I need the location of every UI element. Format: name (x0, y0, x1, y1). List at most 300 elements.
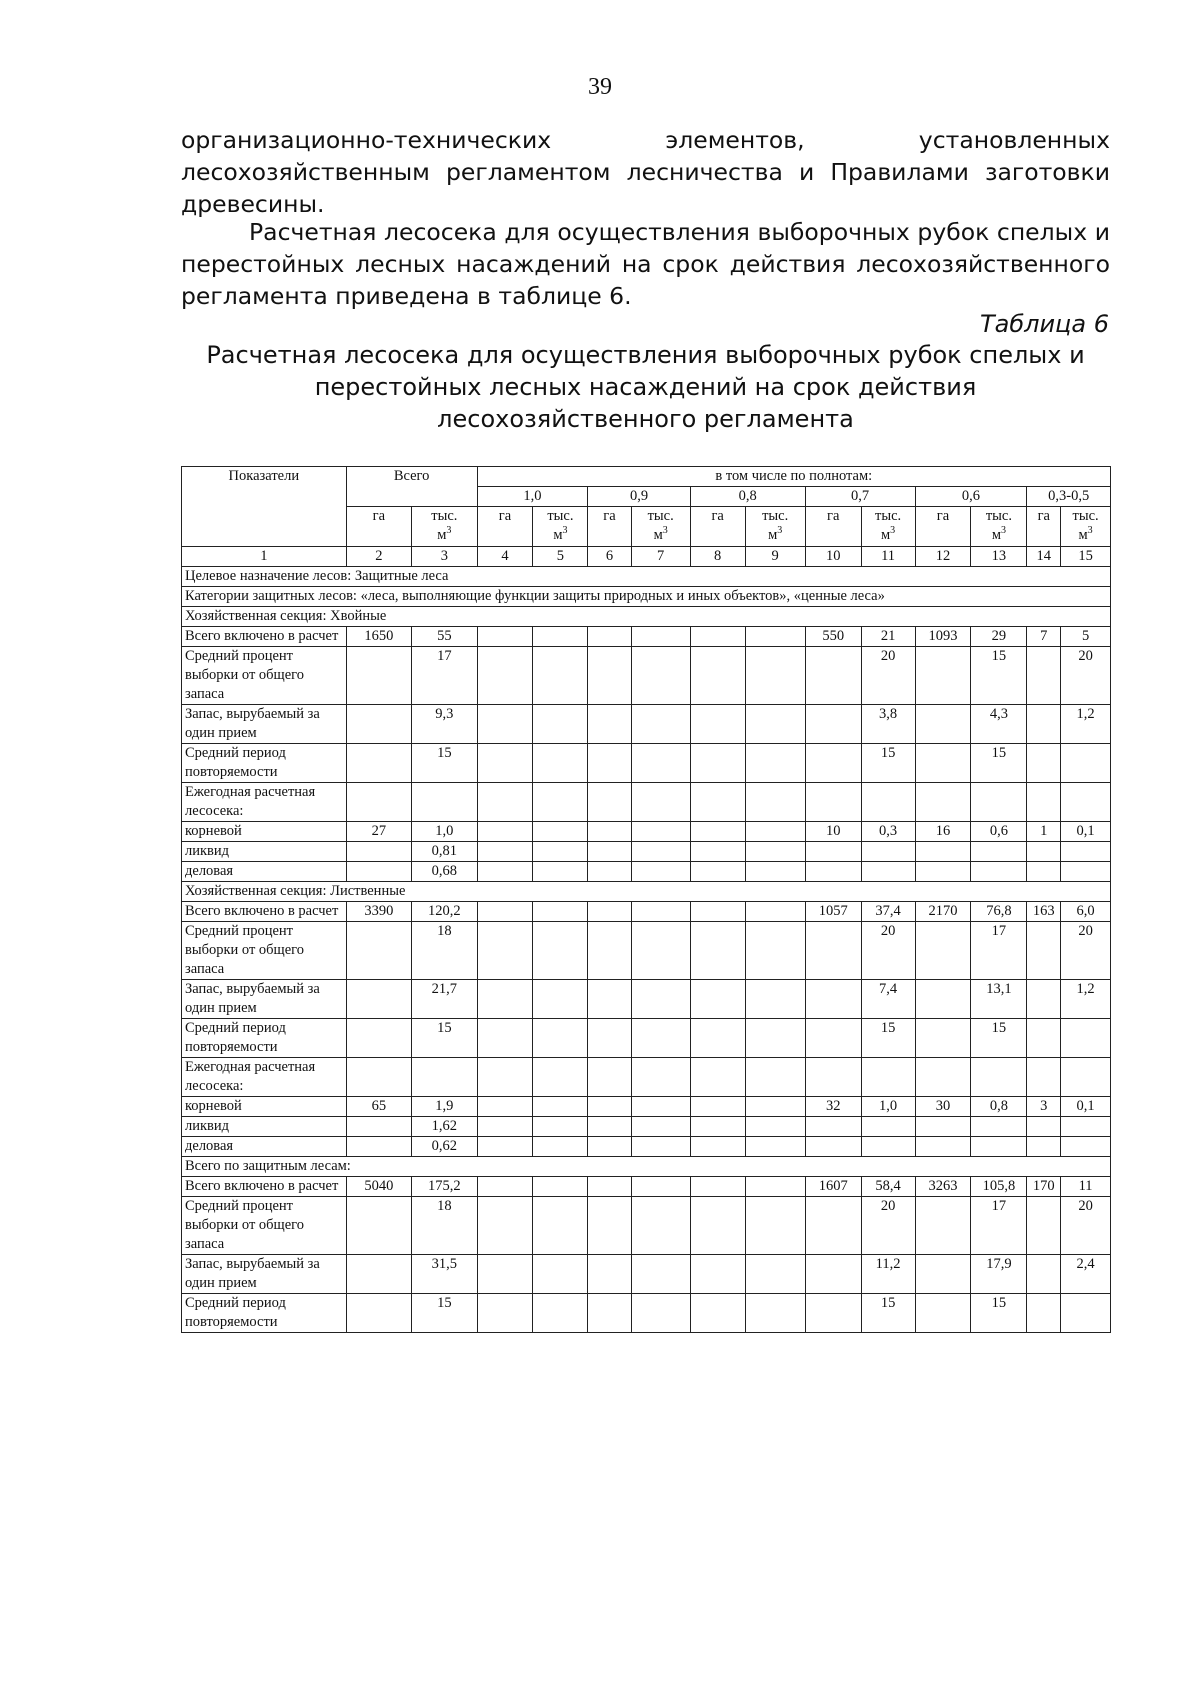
table-cell (745, 1177, 805, 1197)
table-cell (477, 1137, 533, 1157)
unit-thous-m3 (533, 507, 588, 547)
table-cell: 65 (346, 1097, 411, 1117)
table-row (182, 744, 1111, 783)
column-number: 3 (412, 547, 477, 567)
table-cell (745, 1117, 805, 1137)
table-cell (631, 922, 690, 980)
row-label: Запас, вырубаемый за один прием (182, 980, 347, 1019)
table-cell (690, 627, 745, 647)
table-row (182, 922, 1111, 980)
table-cell (588, 1177, 631, 1197)
table-cell (1061, 842, 1111, 862)
table-cell: 0,68 (412, 862, 477, 882)
table-cell (588, 862, 631, 882)
table-cell (1027, 783, 1061, 822)
table-cell (346, 1019, 411, 1058)
header-density: 0,3-0,5 (1027, 487, 1111, 507)
table-cell: 15 (412, 1294, 477, 1333)
table-cell (477, 1117, 533, 1137)
unit-m: м (880, 527, 891, 543)
section-title: Всего по защитным лесам: (182, 1157, 1111, 1177)
table-row (182, 705, 1111, 744)
table-cell (915, 862, 971, 882)
unit-ha: га (588, 507, 631, 547)
table-cell (1061, 1117, 1111, 1137)
body-paragraph: Расчетная лесосека для осуществления выборочных рубок спелых и перестойных лесных насаждений на срок действия лесохозяйственного регламента приведена в таблице 6. (181, 218, 1110, 310)
table-cell (1061, 1294, 1111, 1333)
section-title: Хозяйственная секция: Лиственные (182, 882, 1111, 902)
table-cell (477, 822, 533, 842)
table-cell (631, 1137, 690, 1157)
column-number: 14 (1027, 547, 1061, 567)
table-cell: 1,0 (861, 1097, 915, 1117)
table-cell (346, 980, 411, 1019)
table-cell (533, 1019, 588, 1058)
table-cell (745, 922, 805, 980)
table-cell (533, 705, 588, 744)
table-cell (1027, 862, 1061, 882)
table-cell: 18 (412, 922, 477, 980)
table-cell: 20 (1061, 1197, 1111, 1255)
table-cell (533, 980, 588, 1019)
table-cell: 55 (412, 627, 477, 647)
unit-cube: 3 (1087, 525, 1093, 537)
table-cell (1027, 1019, 1061, 1058)
unit-m: м (991, 527, 1001, 543)
table-cell (588, 647, 631, 705)
table-cell (861, 783, 915, 822)
table-cell: 7,4 (861, 980, 915, 1019)
table-cell: 1,2 (1061, 705, 1111, 744)
table-cell: 0,3 (861, 822, 915, 842)
unit-ha: га (346, 507, 411, 547)
table-cell (690, 783, 745, 822)
unit-ha: га (690, 507, 745, 547)
table-cell (346, 705, 411, 744)
row-label: Средний процент выборки от общего запаса (182, 647, 347, 705)
table-cell (745, 822, 805, 842)
header-density: 0,8 (690, 487, 805, 507)
table-cell (1061, 1137, 1111, 1157)
table-cell (971, 1137, 1027, 1157)
table-cell (631, 1019, 690, 1058)
table-cell (861, 1117, 915, 1137)
table-cell (588, 744, 631, 783)
table-cell (690, 744, 745, 783)
table-row (182, 980, 1111, 1019)
table-row (182, 1197, 1111, 1255)
table-cell (690, 1117, 745, 1137)
table-cell (477, 1058, 533, 1097)
table-cell (690, 647, 745, 705)
table-cell (533, 922, 588, 980)
table-cell: 7 (1027, 627, 1061, 647)
table-cell (533, 1177, 588, 1197)
unit-thous-m3 (745, 507, 805, 547)
table-cell (690, 1019, 745, 1058)
table-cell (915, 783, 971, 822)
section-row (182, 882, 1111, 902)
column-number: 1 (182, 547, 347, 567)
table-cell (805, 1197, 861, 1255)
table-cell (915, 922, 971, 980)
row-label: Средний период повторяемости (182, 1294, 347, 1333)
table-label: Таблица 6 (979, 310, 1109, 338)
table-row (182, 1019, 1111, 1058)
table-cell: 1,9 (412, 1097, 477, 1117)
unit-m: м (437, 527, 447, 543)
table-cell (805, 647, 861, 705)
table-cell: 21 (861, 627, 915, 647)
table-cell: 120,2 (412, 902, 477, 922)
table-cell (588, 842, 631, 862)
table-cell (631, 627, 690, 647)
unit-cube: 3 (562, 525, 568, 537)
table-cell (477, 1177, 533, 1197)
unit-ha: га (1027, 507, 1061, 547)
header-density: 0,9 (588, 487, 690, 507)
table-cell: 2,4 (1061, 1255, 1111, 1294)
table-cell (1027, 1294, 1061, 1333)
table-title-line: Расчетная лесосека для осуществления выборочных рубок спелых и (206, 341, 1085, 369)
table-cell (533, 647, 588, 705)
table-cell (805, 1019, 861, 1058)
unit-thous-m3 (971, 507, 1027, 547)
table-cell: 20 (861, 647, 915, 705)
table-cell (631, 1058, 690, 1097)
table-cell: 27 (346, 822, 411, 842)
table-cell (690, 902, 745, 922)
table-cell: 15 (861, 1294, 915, 1333)
table-row (182, 862, 1111, 882)
table-cell (631, 1255, 690, 1294)
table-cell (745, 744, 805, 783)
table-row (182, 783, 1111, 822)
table-cell: 6,0 (1061, 902, 1111, 922)
table-cell (745, 705, 805, 744)
table-cell: 11 (1061, 1177, 1111, 1197)
table-cell (690, 862, 745, 882)
table-cell: 15 (412, 744, 477, 783)
table-cell: 163 (1027, 902, 1061, 922)
table-cell (631, 842, 690, 862)
table-cell: 15 (971, 744, 1027, 783)
table-cell (915, 1294, 971, 1333)
unit-cube: 3 (890, 525, 896, 537)
table-cell: 105,8 (971, 1177, 1027, 1197)
unit-m: м (768, 527, 778, 543)
table-cell (588, 1137, 631, 1157)
table-cell (745, 842, 805, 862)
table-cell: 29 (971, 627, 1027, 647)
allowable-cut-table (181, 466, 1111, 1333)
table-cell (588, 980, 631, 1019)
table-cell (412, 783, 477, 822)
table-cell (588, 1197, 631, 1255)
header-density: 1,0 (477, 487, 588, 507)
table-cell: 1057 (805, 902, 861, 922)
header-total: Всего (346, 467, 477, 507)
header-by-density: в том числе по полнотам: (477, 467, 1110, 487)
section-row (182, 567, 1111, 587)
table-cell (745, 1058, 805, 1097)
table-cell (1027, 744, 1061, 783)
table-cell (805, 1294, 861, 1333)
unit-thous-m3 (861, 507, 915, 547)
table-cell (588, 902, 631, 922)
table-cell (631, 783, 690, 822)
row-label: ликвид (182, 1117, 347, 1137)
table-cell (631, 862, 690, 882)
header-density: 0,6 (915, 487, 1027, 507)
table-row (182, 1255, 1111, 1294)
table-cell (805, 744, 861, 783)
table-cell (477, 980, 533, 1019)
table-cell (690, 922, 745, 980)
table-cell (477, 1097, 533, 1117)
table-cell (690, 1137, 745, 1157)
table-cell (588, 1019, 631, 1058)
unit-ha: га (805, 507, 861, 547)
row-label: Средний период повторяемости (182, 744, 347, 783)
table-cell (588, 627, 631, 647)
table-cell: 1,62 (412, 1117, 477, 1137)
table-cell: 170 (1027, 1177, 1061, 1197)
table-cell (533, 1117, 588, 1137)
table-cell (631, 744, 690, 783)
table-cell (588, 922, 631, 980)
table-cell (533, 1197, 588, 1255)
table-cell: 13,1 (971, 980, 1027, 1019)
row-label: деловая (182, 1137, 347, 1157)
table-row (182, 842, 1111, 862)
row-label: Запас, вырубаемый за один прием (182, 705, 347, 744)
table-cell (588, 1294, 631, 1333)
table-cell (533, 1255, 588, 1294)
unit-thous: тыс. (875, 508, 902, 524)
table-cell (477, 744, 533, 783)
row-label: деловая (182, 862, 347, 882)
table-cell (533, 627, 588, 647)
header-indicators: Показатели (182, 467, 347, 547)
table-cell: 20 (1061, 922, 1111, 980)
table-cell (631, 1097, 690, 1117)
table-cell: 0,62 (412, 1137, 477, 1157)
table-cell (915, 1058, 971, 1097)
row-label: Средний процент выборки от общего запаса (182, 922, 347, 980)
table-cell (915, 647, 971, 705)
table-cell (690, 1058, 745, 1097)
table-cell (971, 1117, 1027, 1137)
table-cell (745, 1137, 805, 1157)
column-number: 9 (745, 547, 805, 567)
table-cell (533, 1294, 588, 1333)
table-cell (690, 705, 745, 744)
table-cell: 17,9 (971, 1255, 1027, 1294)
table-cell: 5040 (346, 1177, 411, 1197)
table-cell (477, 1294, 533, 1333)
table-cell (477, 902, 533, 922)
table-cell (346, 1137, 411, 1157)
row-label: Средний процент выборки от общего запаса (182, 1197, 347, 1255)
table-cell (346, 862, 411, 882)
table-cell (588, 1255, 631, 1294)
table-cell: 1,2 (1061, 980, 1111, 1019)
table-cell (631, 980, 690, 1019)
table-cell: 4,3 (971, 705, 1027, 744)
table-cell (477, 647, 533, 705)
table-cell (477, 922, 533, 980)
table-cell: 15 (971, 647, 1027, 705)
table-cell: 20 (861, 1197, 915, 1255)
table-cell: 20 (861, 922, 915, 980)
column-number: 6 (588, 547, 631, 567)
table-cell (346, 744, 411, 783)
table-cell: 11,2 (861, 1255, 915, 1294)
table-cell (477, 862, 533, 882)
table-row (182, 1177, 1111, 1197)
table-cell (631, 1177, 690, 1197)
table-cell (1027, 1137, 1061, 1157)
table-row (182, 1137, 1111, 1157)
table-cell (745, 1019, 805, 1058)
table-cell (1027, 1117, 1061, 1137)
table-cell: 3,8 (861, 705, 915, 744)
table-cell: 0,6 (971, 822, 1027, 842)
table-cell (971, 1058, 1027, 1097)
table-cell: 1607 (805, 1177, 861, 1197)
table-cell (915, 1255, 971, 1294)
table-cell (745, 1097, 805, 1117)
table-cell: 17 (971, 922, 1027, 980)
table-title-line: лесохозяйственного регламента (437, 405, 854, 433)
table-cell (915, 705, 971, 744)
table-row (182, 1294, 1111, 1333)
table-cell (588, 822, 631, 842)
table-cell (690, 1177, 745, 1197)
table-cell (805, 1137, 861, 1157)
table-cell (915, 842, 971, 862)
table-cell (346, 1197, 411, 1255)
table-cell (805, 705, 861, 744)
table-cell: 9,3 (412, 705, 477, 744)
table-cell (745, 627, 805, 647)
table-cell (631, 647, 690, 705)
table-cell (861, 1137, 915, 1157)
table-cell (477, 842, 533, 862)
table-cell (861, 842, 915, 862)
table-cell: 5 (1061, 627, 1111, 647)
table-cell: 3263 (915, 1177, 971, 1197)
row-label: Всего включено в расчет (182, 627, 347, 647)
table-cell (533, 783, 588, 822)
table-row (182, 1058, 1111, 1097)
unit-thous: тыс. (547, 508, 574, 524)
row-label: Всего включено в расчет (182, 1177, 347, 1197)
table-cell (1027, 980, 1061, 1019)
unit-m: м (1078, 527, 1088, 543)
table-cell (971, 783, 1027, 822)
table-cell (690, 1197, 745, 1255)
unit-thous-m3 (1061, 507, 1111, 547)
unit-thous: тыс. (762, 508, 789, 524)
table-cell: 0,81 (412, 842, 477, 862)
table-cell: 15 (861, 1019, 915, 1058)
table-cell (533, 1097, 588, 1117)
unit-m: м (553, 527, 563, 543)
table-cell (477, 705, 533, 744)
table-cell: 17 (412, 647, 477, 705)
table-cell (631, 705, 690, 744)
table-cell: 550 (805, 627, 861, 647)
table-cell (346, 1255, 411, 1294)
unit-ha: га (477, 507, 533, 547)
table-cell (1027, 842, 1061, 862)
row-label: ликвид (182, 842, 347, 862)
row-label: Ежегодная расчетная лесосека: (182, 1058, 347, 1097)
table-row (182, 627, 1111, 647)
table-cell (805, 980, 861, 1019)
table-cell (861, 862, 915, 882)
table-cell (745, 902, 805, 922)
table-cell (346, 1294, 411, 1333)
table-cell (745, 783, 805, 822)
table-cell: 3390 (346, 902, 411, 922)
table-cell (412, 1058, 477, 1097)
table-cell (631, 1117, 690, 1137)
table-cell: 0,1 (1061, 822, 1111, 842)
section-row (182, 607, 1111, 627)
table-cell: 58,4 (861, 1177, 915, 1197)
header-density: 0,7 (805, 487, 915, 507)
table-cell (690, 842, 745, 862)
table-cell (1061, 744, 1111, 783)
intro-paragraph: организационно-технических элементов, установленных лесохозяйственным регламентом лесничества и Правилами заготовки древесины. (181, 126, 1110, 218)
unit-ha: га (915, 507, 971, 547)
row-label: корневой (182, 1097, 347, 1117)
table-cell (477, 627, 533, 647)
table-cell (346, 1117, 411, 1137)
table-cell (690, 1097, 745, 1117)
table-cell (346, 783, 411, 822)
unit-cube: 3 (777, 525, 783, 537)
unit-thous: тыс. (431, 508, 458, 524)
table-cell (805, 783, 861, 822)
column-number: 2 (346, 547, 411, 567)
section-title: Категории защитных лесов: «леса, выполняющие функции защиты природных и иных объектов», «ценные леса» (182, 587, 1111, 607)
table-cell: 10 (805, 822, 861, 842)
table-cell: 15 (971, 1019, 1027, 1058)
table-cell (745, 862, 805, 882)
table-cell (1027, 647, 1061, 705)
table-cell (533, 1137, 588, 1157)
table-title (181, 339, 1110, 435)
table-cell (971, 842, 1027, 862)
table-cell (861, 1058, 915, 1097)
table-cell: 3 (1027, 1097, 1061, 1117)
table-cell (805, 1058, 861, 1097)
column-number: 10 (805, 547, 861, 567)
table-cell (533, 822, 588, 842)
table-cell (805, 922, 861, 980)
table-row (182, 1097, 1111, 1117)
table-cell: 17 (971, 1197, 1027, 1255)
table-cell (1061, 862, 1111, 882)
table-cell: 31,5 (412, 1255, 477, 1294)
table-cell: 15 (861, 744, 915, 783)
table-cell: 1650 (346, 627, 411, 647)
table-cell: 1093 (915, 627, 971, 647)
